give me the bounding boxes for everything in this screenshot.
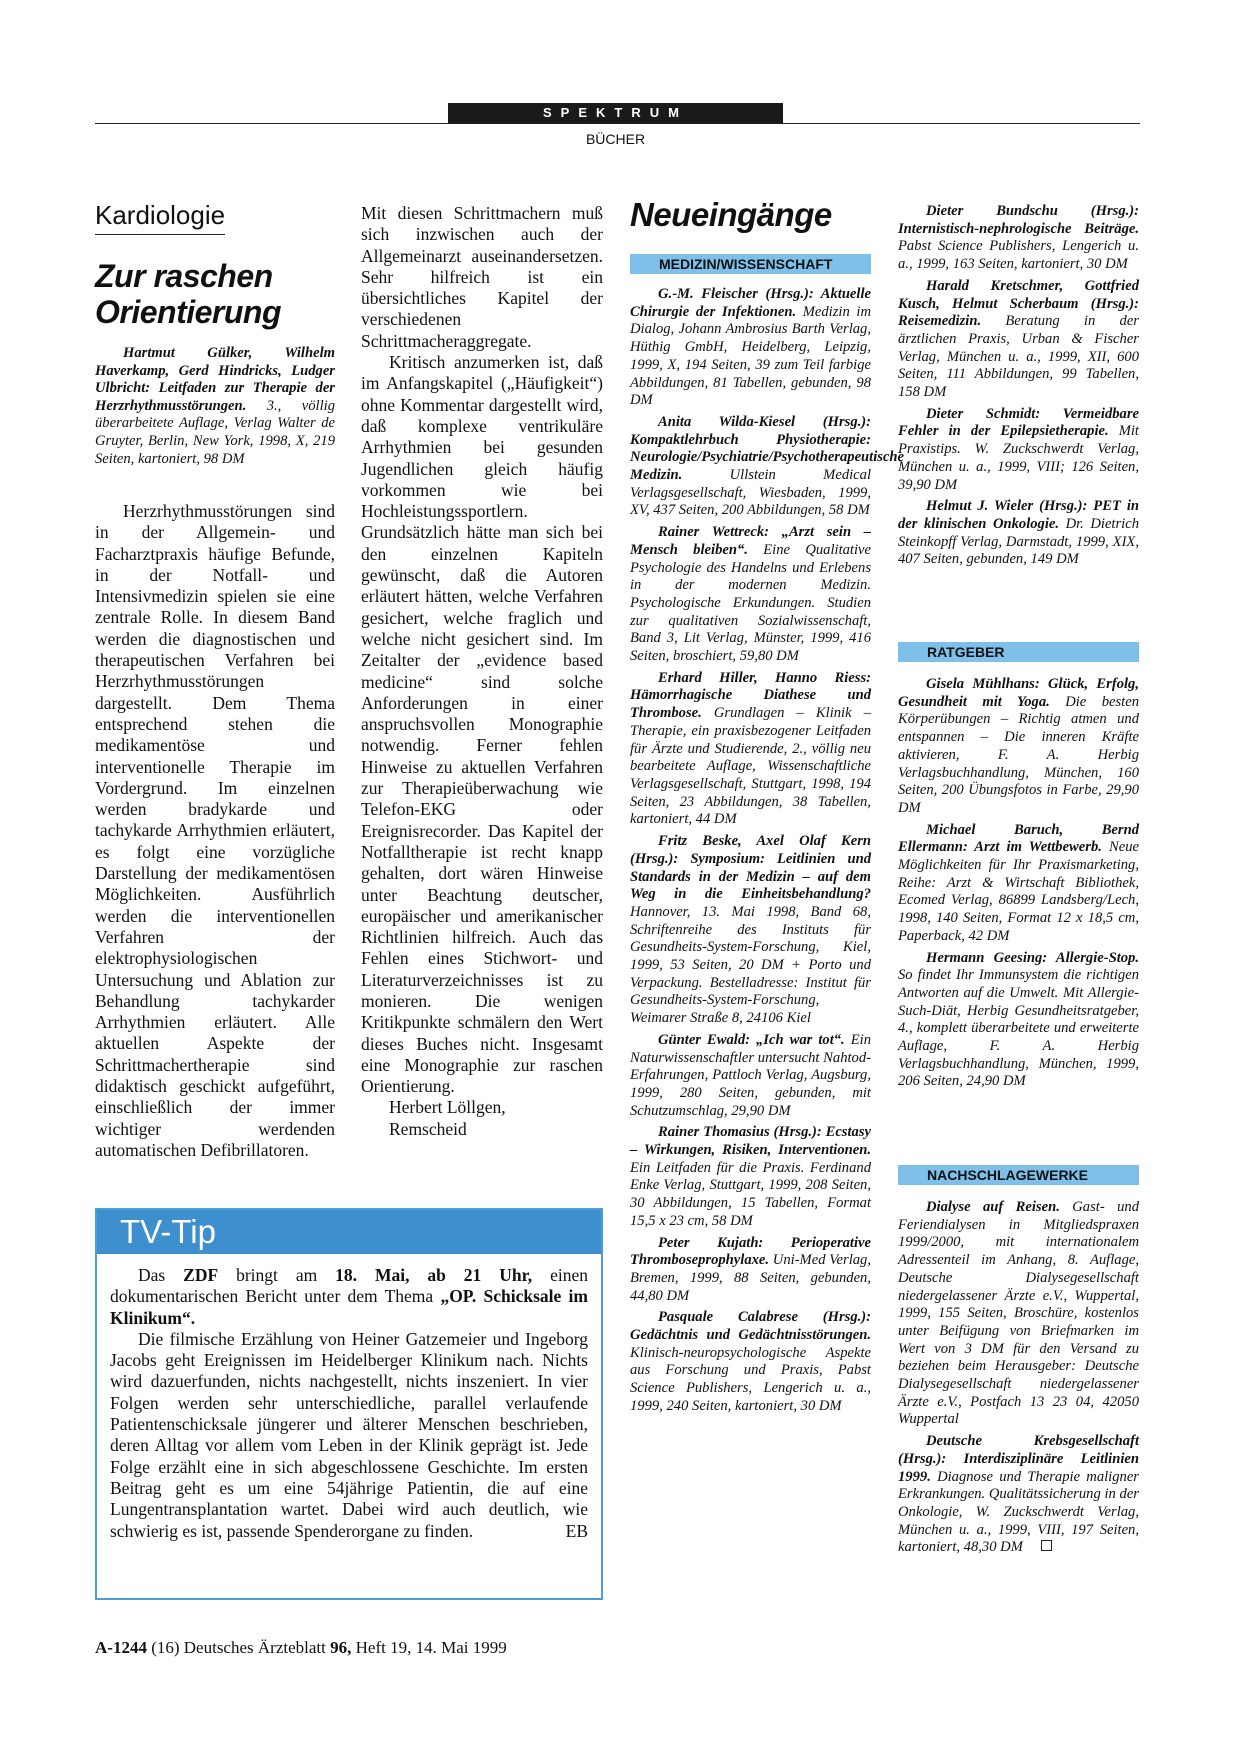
book-entry-title: Anita Wilda-Kiesel (Hrsg.): Kompaktlehrbuch Physiotherapie: Neurologie/Psychiatrie/Psychotherapeutische Medizin. — [630, 413, 905, 484]
end-of-article-mark — [1041, 1540, 1052, 1551]
subsection-label: BÜCHER — [585, 131, 646, 147]
article-paragraph: Herzrhythmusstörungen sind in der Allgemein- und Facharztpraxis häufige Befunde, in der Notfall- und Intensivmedizin spielen sie eine zentrale Rolle. In diesem Band werden die diagnostischen und therapeutischen Verfahren bei Herzrhythmusstörungen dargestellt. Dem Thema entsprechend stehen die medikamentöse und interventionelle Therapie im Vordergrund. Im einzelnen werden bradykarde und tachykarde Arrhythmien erläutert, es folgt eine vorzügliche Darstellung der medikamentösen Möglichkeiten. Ausführlich werden die interventionellen Verfahren der elektrophysiologischen Untersuchung und Ablation zur Behandlung tachykarder Arrhythmien erläutert. Alle aktuellen Aspekte der Schrittmachertherapie sind didaktisch geschickt aufgeführt, einschließlich der immer wichtiger werdenden automatischen Defibrillatoren. — [95, 501, 335, 1160]
book-entry — [898, 1433, 1139, 1557]
book-entry-title: Rainer Thomasius (Hrsg.): Ecstasy – Wirkungen, Risiken, Interventionen. — [630, 1124, 871, 1159]
tv-tip-paragraph: Die filmische Erzählung von Heiner Gatzemeier und Ingeborg Jacobs geht Ereignissen im Heidelberger Klinikum nach. Nichts wird dazuerfunden, nichts nachgestellt, nichts inszeniert. In vier Folgen werden sehr unterschiedliche, parallel verlaufende Patientenschicksale jüngerer und älterer Menschen beschrieben, deren Alltag vor allem vom Leben in der Klinik geprägt ist. Jede Folge erzählt eine in sich abgeschlossene Geschichte. Im ersten Beitrag geht es um eine 54jährige Patientin, die auf eine Lungentransplantation wartet. Dabei wird auch deutlich, wie schwierig es ist, passende Spenderorgane zu finden. EB — [110, 1328, 588, 1541]
book-entry — [630, 286, 871, 410]
section-header-medizin: MEDIZIN/WISSENSCHAFT — [630, 254, 871, 274]
book-list-column-4-nachschlagewerke — [898, 1199, 1139, 1561]
page-footer: A-1244 (16) Deutsches Ärzteblatt 96, Heft 19, 14. Mai 1999 — [95, 1638, 507, 1657]
book-entry-details: Hannover, 13. Mai 1998, Band 68, Schriftenreihe des Instituts für Gesundheits-System-Forschung, Kiel, 1999, 53 Seiten, 20 DM + Porto und Verpackung. Bestelladresse: Institut für Gesundheits-System-Forschung, Weimarer Straße 8, 24106 Kiel — [630, 903, 871, 1027]
book-list-column-4-ratgeber — [898, 676, 1139, 1095]
section-header-nachschlagewerke: NACHSCHLAGEWERKE — [898, 1165, 1139, 1185]
book-entry-title: Dialyse auf Reisen. — [926, 1199, 1060, 1215]
book-entry-title: Rainer Wettreck: „Arzt sein – Mensch bleiben“. — [630, 524, 871, 558]
book-entry-details: So findet Ihr Immunsystem die richtigen Antworten auf die Umwelt. Mit Allergie-Such-Diät, Herbig Gesundheitsratgeber, 4., komplett überarbeitete und erweiterte Auflage, F. A. Herbig Verlagsbuchhandlung, München, 1999, 206 Seiten, 24,90 DM — [898, 967, 1139, 1090]
book-entry-title: Dieter Schmidt: Vermeidbare Fehler in der Epilepsietherapie. — [898, 405, 1139, 440]
book-entry-title: Peter Kujath: Perioperative Thromboseprophylaxe. — [630, 1234, 871, 1269]
reference-authors-title: Hartmut Gülker, Wilhelm Haverkamp, Gerd Hindricks, Ludger Ulbricht: Leitfaden zur Therapie der Herzrhythmusstörungen. — [95, 345, 335, 414]
book-entry-title: Hermann Geesing: Allergie-Stop. — [926, 949, 1139, 966]
book-entry — [898, 203, 1139, 274]
book-entry-details: Dr. Dietrich Steinkopff Verlag, Darmstadt, 1999, XIX, 407 Seiten, gebunden, 149 DM — [898, 515, 1139, 568]
book-entry — [630, 833, 871, 1028]
article-rubric: Kardiologie — [95, 200, 225, 235]
book-entry — [630, 1124, 871, 1230]
book-entry — [630, 413, 905, 520]
book-entry-details: Neue Möglichkeiten für Ihr Praxismarketing, Reihe: Arzt & Wirtschaft Bibliothek, Ecomed Verlag, 86899 Landsberg/Lech, 1998, 140 Seiten, Format 12 x 18,5 cm, Paperback, 42 DM — [898, 839, 1139, 944]
book-entry — [898, 278, 1139, 402]
section-banner: SPEKTRUM — [448, 103, 783, 123]
book-entry — [898, 406, 1139, 495]
book-entry-title: Günter Ewald: „Ich war tot“. — [658, 1031, 845, 1048]
book-entry-title: Michael Baruch, Bernd Ellermann: Arzt im Wettbewerb. — [898, 821, 1139, 856]
book-entry-details: Ein Leitfaden für die Praxis. Ferdinand Enke Verlag, Stuttgart, 1999, 208 Seiten, 30 Abbildungen, 15 Tabellen, Format 15,5 x 23 cm, 58 DM — [630, 1159, 871, 1229]
book-entry — [898, 822, 1139, 946]
book-entry-title: Deutsche Krebsgesellschaft (Hrsg.): Interdisziplinäre Leitlinien 1999. — [898, 1433, 1139, 1485]
author-city: Remscheid — [389, 1118, 467, 1139]
book-entry — [630, 670, 871, 829]
tv-tip-title: TV-Tip — [120, 1213, 216, 1250]
book-reference — [95, 345, 335, 468]
book-entry-details: Beratung in der ärztlichen Praxis, Urban & Fischer Verlag, München u. a., 1999, XII, 600 Seiten, 111 Abbildungen, 99 Tabellen, 158 DM — [898, 313, 1139, 401]
book-entry — [898, 1199, 1139, 1429]
book-entry-title: Erhard Hiller, Hanno Riess: Hämorrhagische Diathese und Thrombose. — [630, 669, 871, 722]
book-entry — [630, 1309, 871, 1415]
tv-tip-sign: EB — [565, 1520, 588, 1541]
book-entry — [630, 524, 871, 666]
book-entry-title: G.-M. Fleischer (Hrsg.): Aktuelle Chirurgie der Infektionen. — [630, 286, 871, 320]
book-entry-details: Eine Qualitative Psychologie des Handelns und Erlebens in der modernen Medizin. Psychologische Erkundungen. Studien zur qualitativen Sozialwissenschaft, Band 3, Lit Verlag, Münster, 1999, 416 Seiten, broschiert, 59,80 DM — [630, 541, 871, 665]
article-column-2 — [361, 203, 603, 1140]
book-entry-details: Ullstein Medical Verlagsgesellschaft, Wiesbaden, 1999, XV, 437 Seiten, 200 Abbildungen, 58 DM — [630, 467, 871, 519]
book-entry — [630, 1032, 871, 1121]
article-column-1 — [95, 501, 335, 1161]
book-entry — [898, 950, 1139, 1092]
header-rule — [95, 123, 1140, 124]
book-entry-details: Uni-Med Verlag, Bremen, 1999, 88 Seiten, gebunden, 44,80 DM — [630, 1252, 871, 1304]
book-entry-details: Medizin im Dialog, Johann Ambrosius Barth Verlag, Hüthig GmbH, Heidelberg, Leipzig, 1999, X, 194 Seiten, 39 zum Teil farbige Abbildungen, 81 Tabellen, gebunden, 98 DM — [630, 303, 871, 409]
book-entry-title: Harald Kretschmer, Gottfried Kusch, Helmut Scherbaum (Hrsg.): Reisemedizin. — [898, 277, 1139, 330]
broadcaster: ZDF — [183, 1265, 219, 1285]
book-entry-details: Ein Naturwissenschaftler untersucht Nahtod-Erfahrungen, Pattloch Verlag, Augsburg, 1999, 280 Seiten, gebunden, mit Schutzumschlag, 29,90 DM — [630, 1031, 871, 1119]
author-name: Herbert Löllgen, — [389, 1097, 506, 1118]
book-entry-title: Pasquale Calabrese (Hrsg.): Gedächtnis und Gedächtnisstörungen. — [630, 1309, 871, 1344]
tv-tip-paragraph: Das ZDF bringt am 18. Mai, ab 21 Uhr, einen dokumentarischen Bericht unter dem Thema „OP. Schicksale im Klinikum“. — [110, 1265, 588, 1328]
book-entry-details: Diagnose und Therapie maligner Erkrankungen. Qualitätssicherung in der Onkologie, W. Zuckschwerdt Verlag, München u. a., 1999, VIII, 197 Seiten, kartoniert, 48,30 DM — [898, 1468, 1139, 1556]
book-entry — [630, 1235, 871, 1306]
book-entry-details: Klinisch-neuropsychologische Aspekte aus Forschung und Praxis, Pabst Science Publishers, Lengerich u. a., 1999, 240 Seiten, kartoniert, 30 DM — [630, 1344, 871, 1414]
book-entry-title: Dieter Bundschu (Hrsg.): Internistisch-nephrologische Beiträge. — [898, 203, 1139, 237]
book-entry — [898, 498, 1139, 569]
book-entry-title: Gisela Mühlhans: Glück, Erfolg, Gesundheit mit Yoga. — [898, 676, 1139, 710]
book-entry-details: Pabst Science Publishers, Lengerich u. a., 1999, 163 Seiten, kartoniert, 30 DM — [898, 238, 1139, 273]
new-arrivals-title: Neueingänge — [630, 196, 832, 233]
broadcast-theme: „OP. Schicksale im Klinikum“. — [110, 1286, 588, 1328]
volume-number: 96, — [330, 1638, 352, 1657]
book-entry — [898, 676, 1139, 818]
tv-tip-body — [110, 1265, 588, 1542]
article-title: Zur raschen Orientierung — [95, 258, 282, 330]
book-entry-details: Die besten Körperübungen – Richtig atmen und entspannen – Die inneren Kräfte aktivieren, F. A. Herbig Verlagsbuchhandlung, München, 160 Seiten, 200 Übungsfotos in Farbe, 29,90 DM — [898, 693, 1139, 816]
book-entry-title: Fritz Beske, Axel Olaf Kern (Hrsg.): Symposium: Leitlinien und Standards in der Medizin – auf dem Weg in die Einheitsbehandlung? — [630, 833, 871, 903]
page-number: A-1244 — [95, 1638, 147, 1657]
book-entry-details: Gast- und Feriendialysen in Mitgliedspraxen 1999/2000, mit internationalem Adressenteil im Anhang, 8. Auflage, Deutsche Dialysegesellschaft niedergelassener Ärzte e.V., Wuppertal, 1999, 155 Seiten, Broschüre, kostenlos unter Beifügung von Briefmarken im Wert von 3 DM für den Versand zu beziehen beim Herausgeber: Deutsche Dialysegesellschaft niedergelassener Ärzte e.V., Postfach 13 23 04, 42050 Wuppertal — [898, 1199, 1139, 1428]
book-entry-details: Mit Praxistips. W. Zuckschwerdt Verlag, München u. a., 1999, VIII; 126 Seiten, 39,90 DM — [898, 423, 1139, 493]
broadcast-date: 18. Mai, ab 21 Uhr, — [335, 1265, 533, 1285]
book-list-column-4-medizin — [898, 203, 1139, 573]
book-list-column-3 — [630, 286, 905, 1420]
reference-details: 3., völlig überarbeitete Auflage, Verlag Walter de Gruyter, Berlin, New York, 1998, X, 219 Seiten, kartoniert, 98 DM — [95, 397, 335, 467]
article-paragraph: Kritisch anzumerken ist, daß im Anfangskapitel („Häufigkeit“) ohne Kommentar dargestellt wird, daß komplexe ventrikuläre Arrhythmien bei gesunden Jugendlichen gleich häufig vorkommen wie bei Hochleistungssportlern. Grundsätzlich hätte man sich bei den einzelnen Kapiteln gewünscht, daß die Autoren erläutert hätten, welche Verfahren gesichert, welche fraglich und welche nicht gesichert sind. Im Zeitalter der „evidence based medicine“ sind solche Anforderungen in einer anspruchsvollen Monographie notwendig. Ferner fehlen Hinweise zu aktuellen Verfahren zur Therapieüberwachung wie Telefon-EKG oder Ereignisrecorder. Das Kapitel der Notfalltherapie ist recht knapp gehalten, dort wären Hinweise unter Beachtung deutscher, europäischer und amerikanischer Richtlinien hilfreich. Auch das Fehlen eines Stichwort- und Literaturverzeichnisses ist zu monieren. Die wenigen Kritikpunkte schmälern den Wert dieses Buches nicht. Insgesamt eine Monographie zur raschen Orientierung. — [361, 352, 603, 1097]
book-entry-details: Grundlagen – Klinik – Therapie, ein praxisbezogener Leitfaden für Ärzte und Studierende, 2., völlig neu bearbeitete Auflage, Wissenschaftliche Verlagsgesellschaft, Stuttgart, 1998, 194 Seiten, 23 Abbildungen, 38 Tabellen, kartoniert, 44 DM — [630, 705, 871, 828]
book-entry-title: Helmut J. Wieler (Hrsg.): PET in der klinischen Onkologie. — [898, 498, 1139, 532]
article-paragraph: Mit diesen Schrittmachern muß sich inzwischen auch der Allgemeinarzt auseinandersetzen. Sehr hilfreich ist ein übersichtliches Kapitel der verschiedenen Schrittmacheraggregate. — [361, 203, 603, 351]
section-header-ratgeber: RATGEBER — [898, 642, 1139, 662]
